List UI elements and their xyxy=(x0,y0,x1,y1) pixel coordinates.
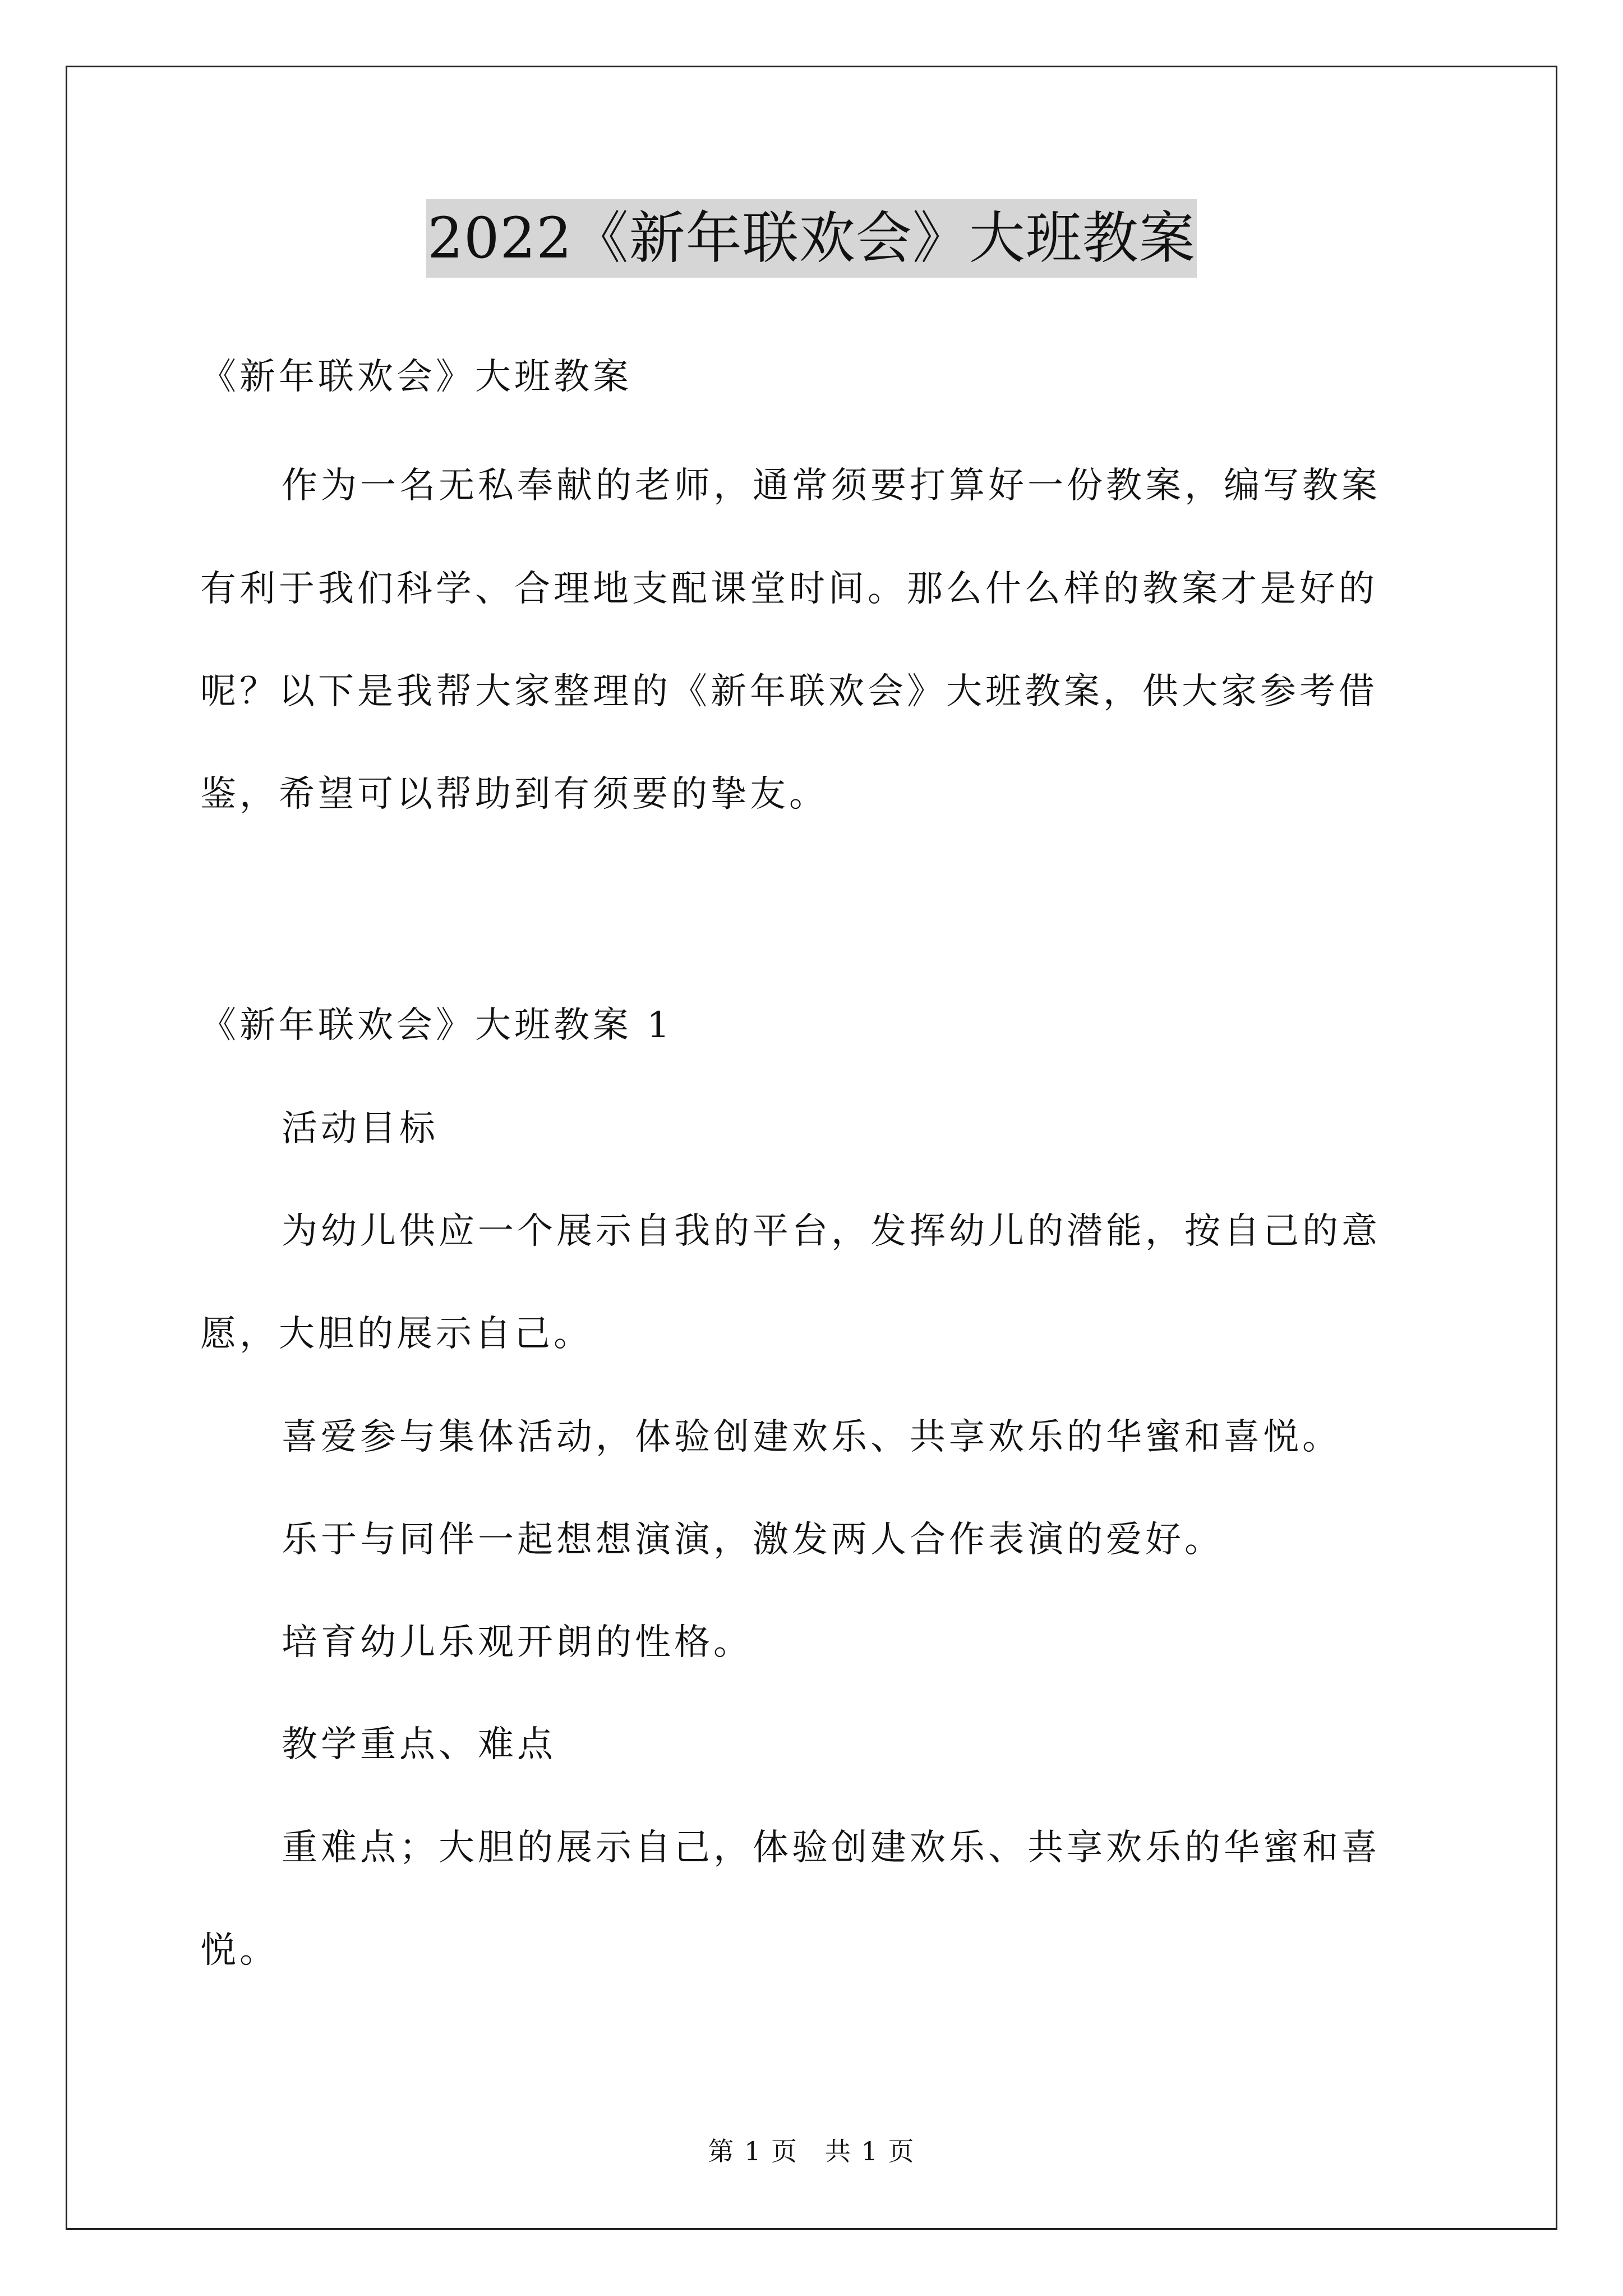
goal-1-line-2: 愿，大胆的展示自己。 xyxy=(200,1313,593,1355)
goal-2: 喜爱参与集体活动，体验创建欢乐、共享欢乐的华蜜和喜悦。 xyxy=(282,1416,1341,1458)
goal-1-line-1: 为幼儿供应一个展示自我的平台，发挥幼儿的潜能，按自己的意 xyxy=(282,1211,1381,1252)
title-container xyxy=(0,199,1623,278)
goal-3: 乐于与同伴一起想想演演，激发两人合作表演的爱好。 xyxy=(282,1519,1224,1561)
document-title: 2022《新年联欢会》大班教案 xyxy=(426,199,1197,278)
key-points-heading: 教学重点、难点 xyxy=(282,1724,556,1765)
goal-4: 培育幼儿乐观开朗的性格。 xyxy=(282,1622,753,1663)
section-heading: 《新年联欢会》大班教案 1 xyxy=(200,1005,674,1046)
intro-line-2: 有利于我们科学、合理地支配课堂时间。那么什么样的教案才是好的 xyxy=(200,568,1378,610)
document-subtitle: 《新年联欢会》大班教案 xyxy=(200,356,632,398)
page-total: 共 1 页 xyxy=(825,2136,915,2166)
intro-line-1: 作为一名无私奉献的老师，通常须要打算好一份教案，编写教案 xyxy=(282,465,1381,507)
goals-heading: 活动目标 xyxy=(282,1108,439,1149)
intro-line-3: 呢？以下是我帮大家整理的《新年联欢会》大班教案，供大家参考借 xyxy=(200,671,1378,712)
key-points-line-1: 重难点；大胆的展示自己，体验创建欢乐、共享欢乐的华蜜和喜 xyxy=(282,1827,1381,1869)
key-points-line-2: 悦。 xyxy=(200,1930,279,1971)
page-number: 第 1 页 xyxy=(708,2136,798,2166)
page-footer xyxy=(0,2132,1623,2171)
intro-line-4: 鉴，希望可以帮助到有须要的挚友。 xyxy=(200,774,828,815)
